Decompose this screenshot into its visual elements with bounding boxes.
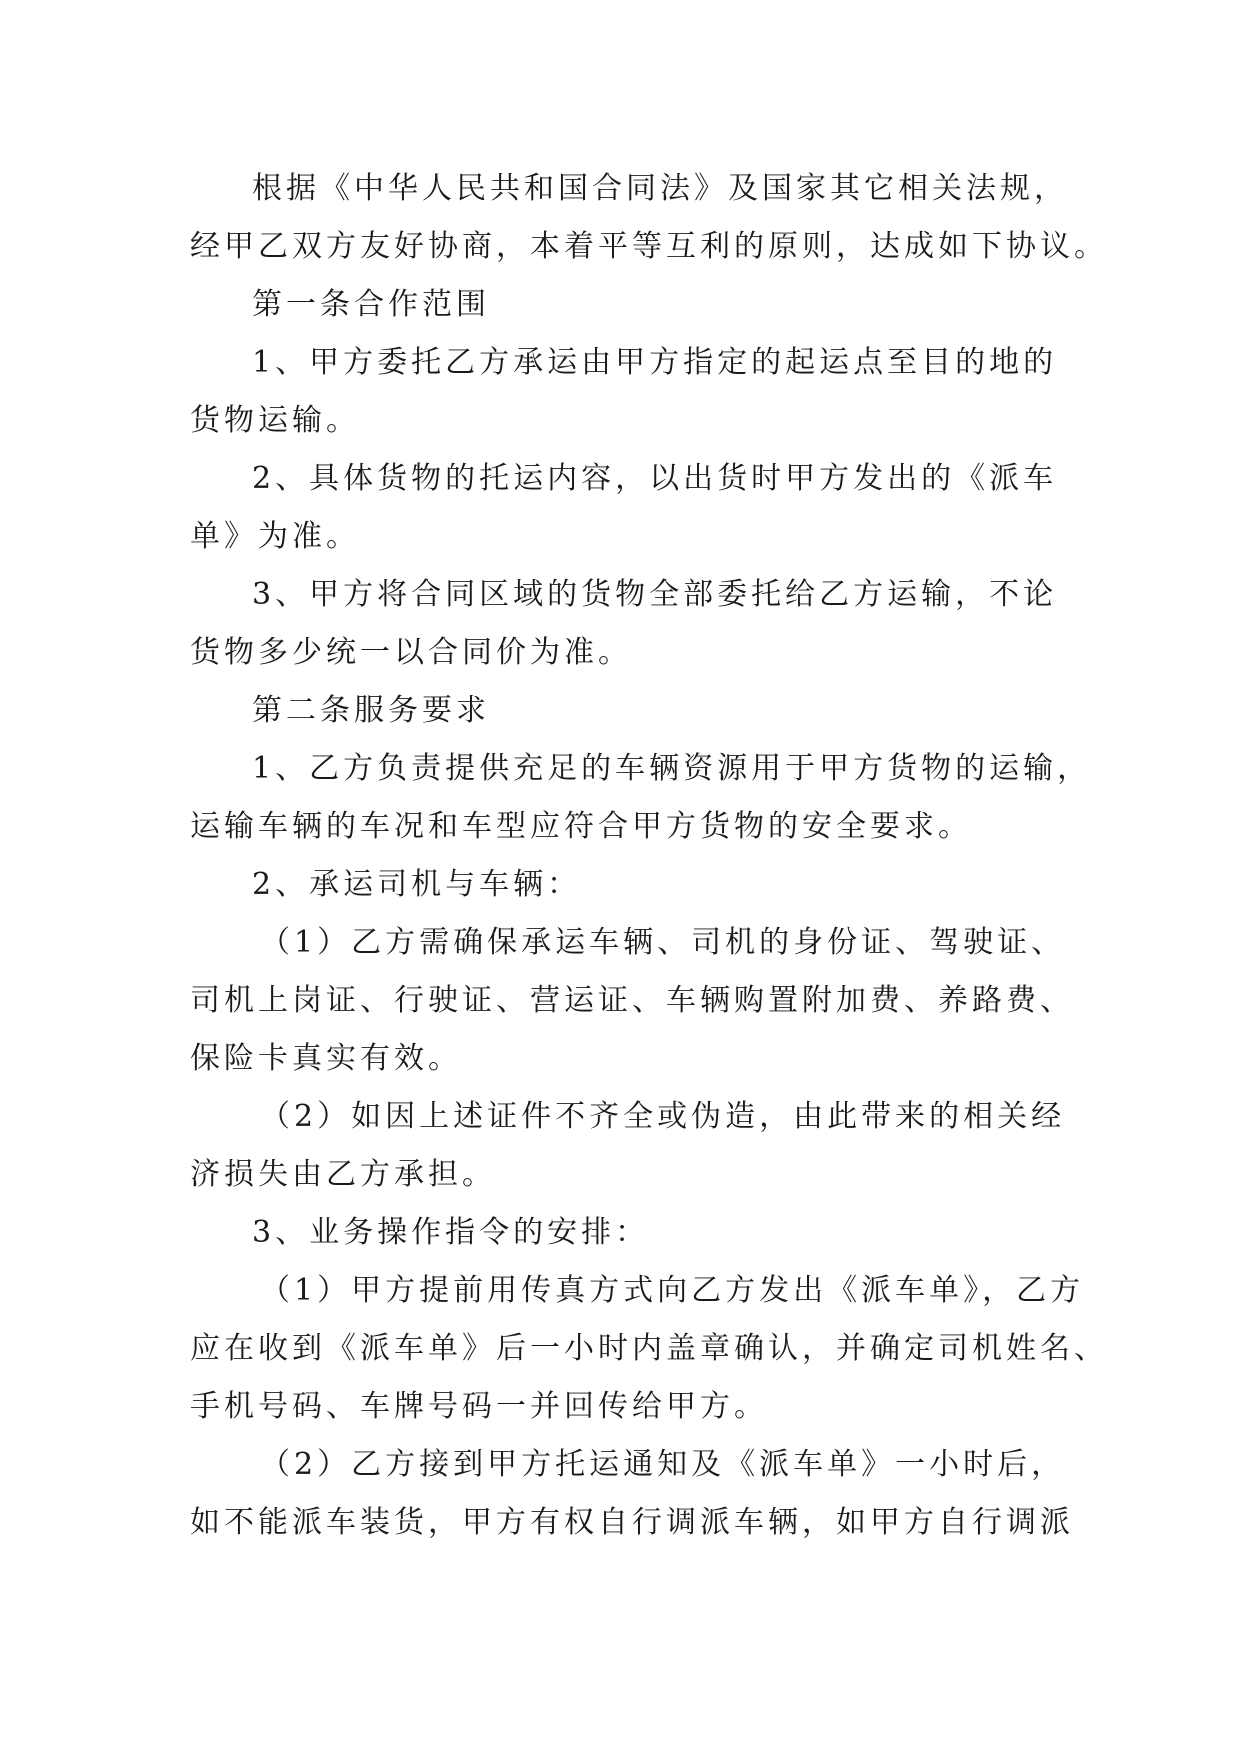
text-line: （1）甲方提前用传真方式向乙方发出《派车单》，乙方 — [260, 1273, 1085, 1308]
text-line: 手机号码、车牌号码一并回传给甲方。 — [190, 1389, 768, 1424]
text-line: 运输车辆的车况和车型应符合甲方货物的安全要求。 — [190, 809, 972, 844]
text-line: 应在收到《派车单》后一小时内盖章确认，并确定司机姓名、 — [190, 1331, 1108, 1366]
section-heading: 第一条合作范围 — [252, 287, 490, 322]
text-line: 保险卡真实有效。 — [190, 1041, 462, 1076]
section-heading: 第二条服务要求 — [252, 693, 490, 728]
text-line: 3、业务操作指令的安排： — [252, 1215, 650, 1250]
text-line: 单》为准。 — [190, 519, 360, 554]
text-line: 3、甲方将合同区域的货物全部委托给乙方运输，不论 — [252, 577, 1058, 612]
text-line: 2、具体货物的托运内容，以出货时甲方发出的《派车 — [252, 461, 1058, 496]
text-line: （2）如因上述证件不齐全或伪造，由此带来的相关经 — [260, 1099, 1066, 1134]
text-line: 1、甲方委托乙方承运由甲方指定的起运点至目的地的 — [252, 345, 1058, 380]
text-line: 济损失由乙方承担。 — [190, 1157, 496, 1192]
text-line: 如不能派车装货，甲方有权自行调派车辆，如甲方自行调派 — [190, 1505, 1074, 1540]
text-line: 2、承运司机与车辆： — [252, 867, 582, 902]
text-line: （2）乙方接到甲方托运通知及《派车单》一小时后， — [260, 1447, 1066, 1482]
text-line: 货物多少统一以合同价为准。 — [190, 635, 632, 670]
text-line: 货物运输。 — [190, 403, 360, 438]
text-line: 司机上岗证、行驶证、营运证、车辆购置附加费、养路费、 — [190, 983, 1074, 1018]
document-body — [190, 160, 1108, 1552]
text-line: （1）乙方需确保承运车辆、司机的身份证、驾驶证、 — [260, 925, 1066, 960]
text-line: 根据《中华人民共和国合同法》及国家其它相关法规， — [252, 171, 1068, 206]
text-line: 经甲乙双方友好协商，本着平等互利的原则，达成如下协议。 — [190, 229, 1108, 264]
text-line: 1、乙方负责提供充足的车辆资源用于甲方货物的运输， — [252, 751, 1092, 786]
